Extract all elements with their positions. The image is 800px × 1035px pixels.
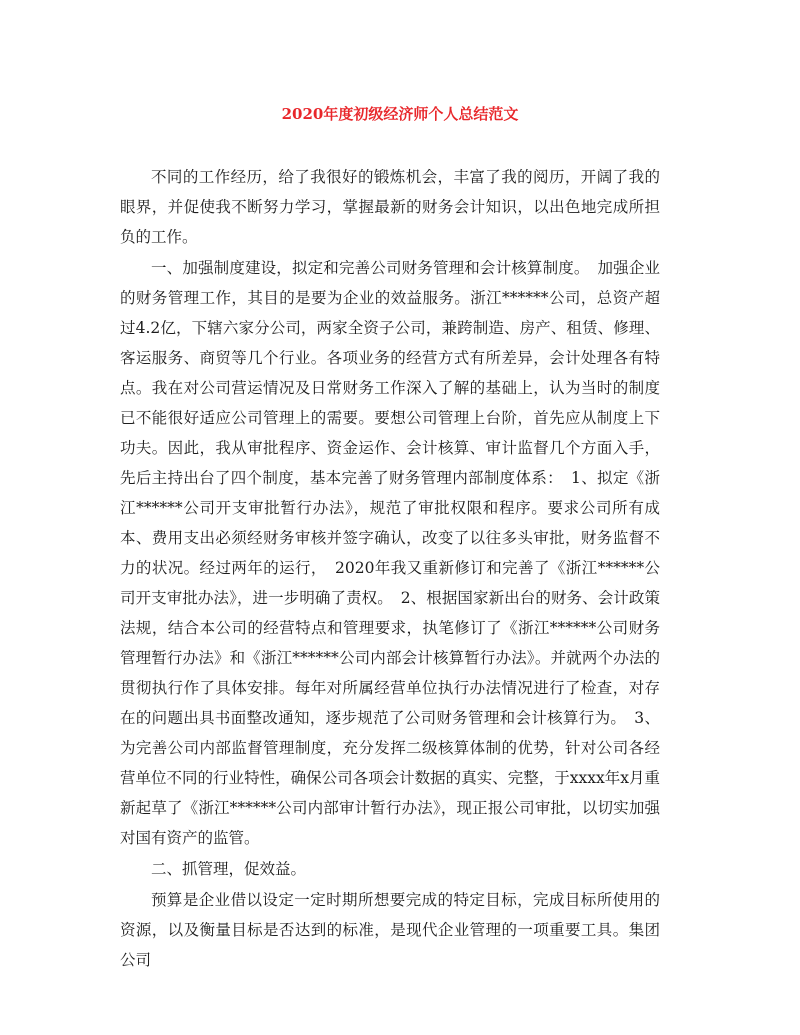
- paragraph: 二、抓管理，促效益。: [151, 860, 307, 878]
- paragraph: 不同的工作经历，给了我很好的锻炼机会，丰富了我的阅历，开阔了我的眼界，并促使我不断努力学习，掌握最新的财务会计知识，以出色地完成所担负的工作。: [120, 168, 660, 246]
- document-title: 2020年度初级经济师个人总结范文: [281, 105, 519, 123]
- paragraph: 预算是企业借以设定一定时期所想要完成的特定目标，完成目标所使用的资源，以及衡量目标是否达到的标准，是现代企业管理的一项重要工具。集团公司: [120, 891, 660, 969]
- paragraph: 一、加强制度建设，拟定和完善公司财务管理和会计核算制度。 加强企业的财务管理工作，其目的是要为企业的效益服务。浙江******公司，总资产超过4.2亿，下辖六家分公司，两家全资子公司，兼跨制造、房产、租赁、修理、客运服务、商贸等几个行业。各项业务的经营方式有所差异，会计处理各有特点。我在对公司营运情况及日常财务工作深入了解的基础上，认为当时的制度已不能很好适应公司管理上的需要。要想公司管理上台阶，首先应从制度上下功夫。因此，我从审批程序、资金运作、会计核算、审计监督几个方面入手，先后主持出台了四个制度，基本完善了财务管理内部制度体系： 1、拟定《浙江******公司开支审批暂行办法》，规范了审批权限和程序。要求公司所有成本、费用支出必须经财务审核并签字确认，改变了以往多头审批，财务监督不力的状况。经过两年的运行， 2020年我又重新修订和完善了《浙江******公司开支审批办法》，进一步明确了责权。 2、根据国家新出台的财务、会计政策法规，结合本公司的经营特点和管理要求，执笔修订了《浙江******公司财务管理暂行办法》和《浙江******公司内部会计核算暂行办法》。并就两个办法的贯彻执行作了具体安排。每年对所属经营单位执行办法情况进行了检查，对存在的问题出具书面整改通知，逐步规范了公司财务管理和会计核算行为。 3、为完善公司内部监督管理制度，充分发挥二级核算体制的优势，针对公司各经营单位不同的行业特性，确保公司各项会计数据的真实、完整，于xxxx年x月重新起草了《浙江******公司内部审计暂行办法》，现正报公司审批，以切实加强对国有资产的监管。: [120, 259, 660, 847]
- document-body: [120, 162, 660, 976]
